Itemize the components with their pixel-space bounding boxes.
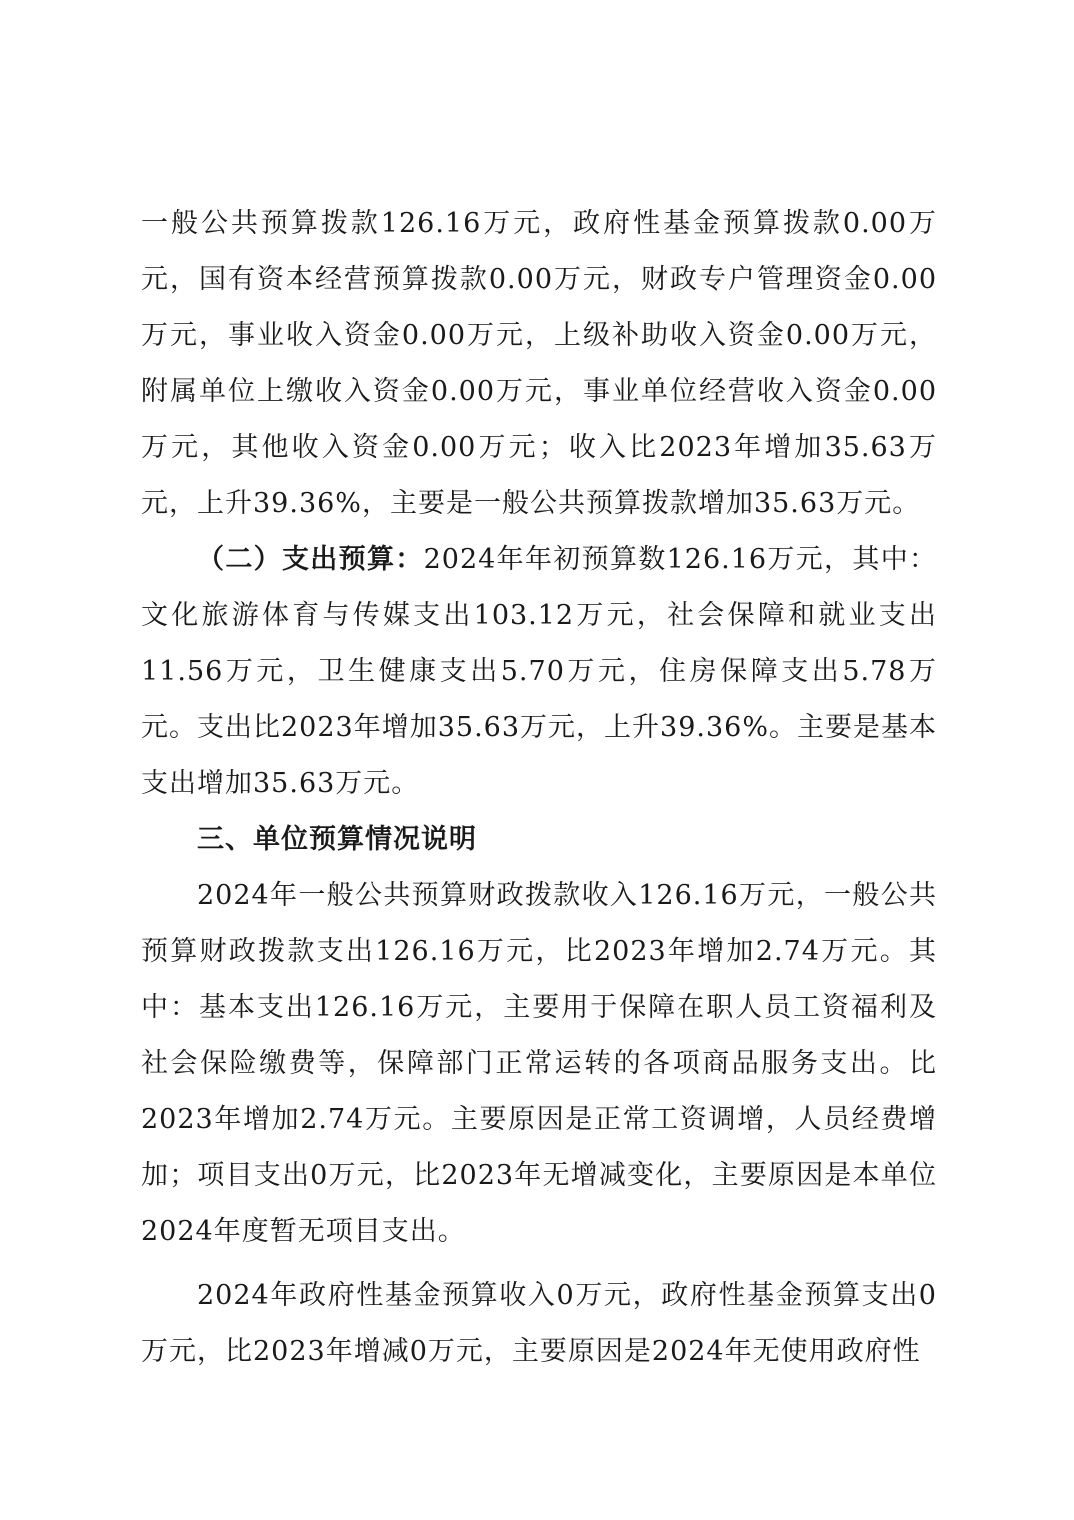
expenditure-budget-text: 2024年年初预算数126.16万元，其中：文化旅游体育与传媒支出103.12万元，社会保障和就业支出11.56万元，卫生健康支出5.70万元，住房保障支出5.78万元。支出比2023年增加35.63万元，上升39.36%。主要是基本支出增加35.63万元。 [141,544,938,799]
section-heading-unit-budget: 三、单位预算情况说明 [197,824,477,855]
document-body [141,196,937,1380]
paragraph-government-fund: 2024年政府性基金预算收入0万元，政府性基金预算支出0万元，比2023年增减0万元，主要原因是2024年无使用政府性 [141,1280,937,1367]
expenditure-budget-label: （二）支出预算： [197,544,424,575]
paragraph-income-budget: 一般公共预算拨款126.16万元，政府性基金预算拨款0.00万元，国有资本经营预算拨款0.00万元，财政专户管理资金0.00万元，事业收入资金0.00万元，上级补助收入资金0.00万元，附属单位上缴收入资金0.00万元，事业单位经营收入资金0.00万元，其他收入资金0.00万元；收入比2023年增加35.63万元，上升39.36%，主要是一般公共预算拨款增加35.63万元。 [141,208,937,519]
paragraph-general-budget: 2024年一般公共预算财政拨款收入126.16万元，一般公共预算财政拨款支出126.16万元，比2023年增加2.74万元。其中：基本支出126.16万元，主要用于保障在职人员工资福利及社会保险缴费等，保障部门正常运转的各项商品服务支出。比2023年增加2.74万元。主要原因是正常工资调增，人员经费增加；项目支出0万元，比2023年无增减变化，主要原因是本单位2024年度暂无项目支出。 [141,880,937,1247]
paragraph-expenditure-budget [141,532,937,812]
